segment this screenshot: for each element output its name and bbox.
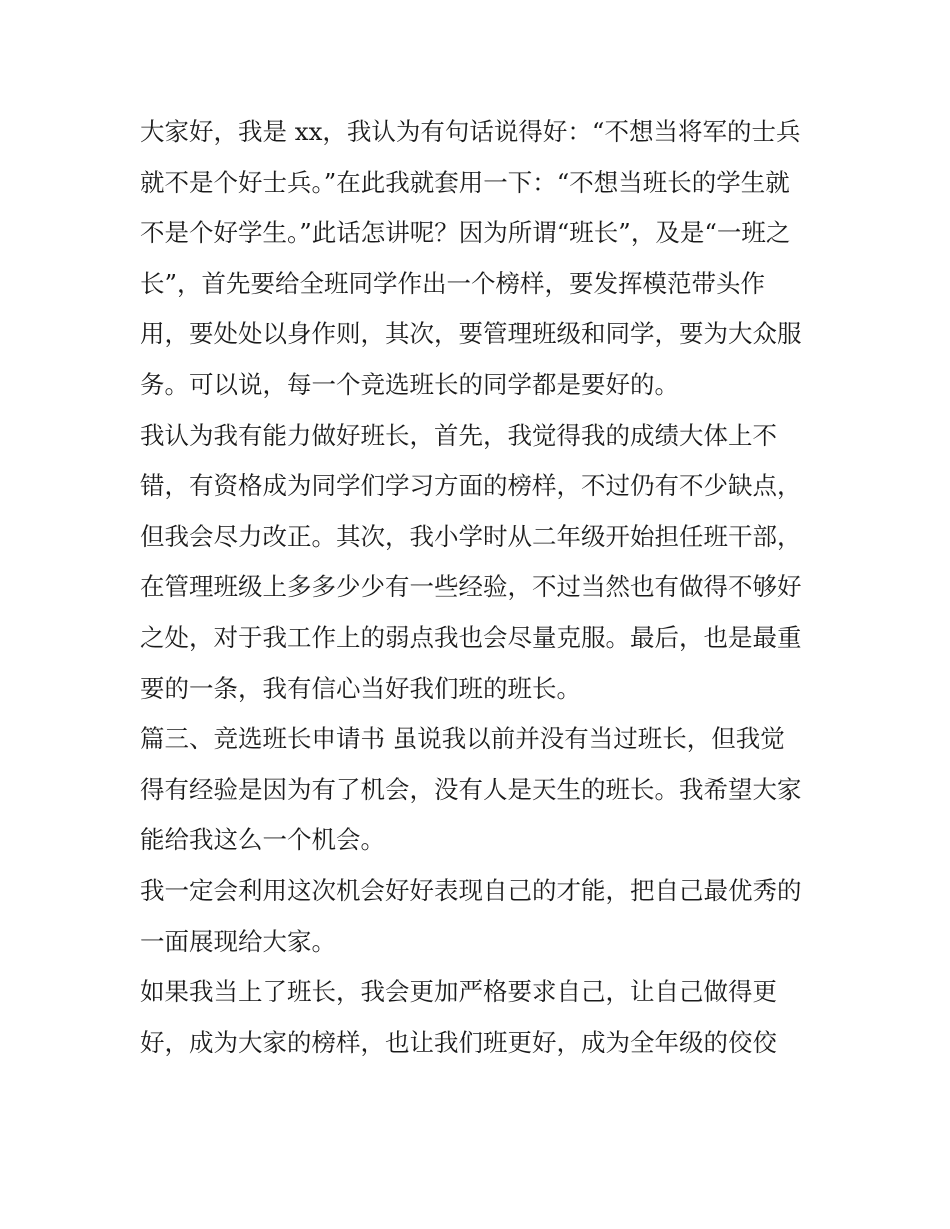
text-line: 之处，对于我工作上的弱点我也会尽量克服。最后，也是最重 [140,622,802,652]
text-line: 得有经验是因为有了机会，没有人是天生的班长。我希望大家 [140,774,802,804]
text-line: 就不是个好士兵。”在此我就套用一下：“不想当班长的学生就 [140,167,790,197]
text-line: 好，成为大家的榜样，也让我们班更好，成为全年级的佼佼 [140,1027,777,1057]
text-line: 大家好，我是 xx，我认为有句话说得好：“不想当将军的士兵 [140,117,801,146]
text-line: 在管理班级上多多少少有一些经验，不过当然也有做得不够好 [140,572,802,602]
text-line: 我认为我有能力做好班长，首先，我觉得我的成绩大体上不 [140,420,777,450]
text-line: 长”，首先要给全班同学作出一个榜样，要发挥模范带头作 [140,268,766,298]
text-line: 不是个好学生。”此话怎讲呢？因为所谓“班长”，及是“一班之 [140,218,791,248]
text-line: 要的一条，我有信心当好我们班的班长。 [140,673,581,703]
text-line: 务。可以说，每一个竞选班长的同学都是要好的。 [140,369,679,399]
text-line: 一面展现给大家。 [140,926,336,956]
text-line: 篇三、竞选班长申请书 虽说我以前并没有当过班长，但我觉 [140,724,785,754]
document-body [140,107,830,1068]
text-line: 用，要处处以身作则，其次，要管理班级和同学，要为大众服 [140,319,802,349]
text-line: 我一定会利用这次机会好好表现自己的才能，把自己最优秀的 [140,875,802,905]
text-line: 能给我这么一个机会。 [140,825,385,855]
text-line: 如果我当上了班长，我会更加严格要求自己，让自己做得更 [140,977,777,1007]
text-line: 但我会尽力改正。其次，我小学时从二年级开始担任班干部， [140,521,802,551]
text-line: 错，有资格成为同学们学习方面的榜样，不过仍有不少缺点， [140,471,802,501]
